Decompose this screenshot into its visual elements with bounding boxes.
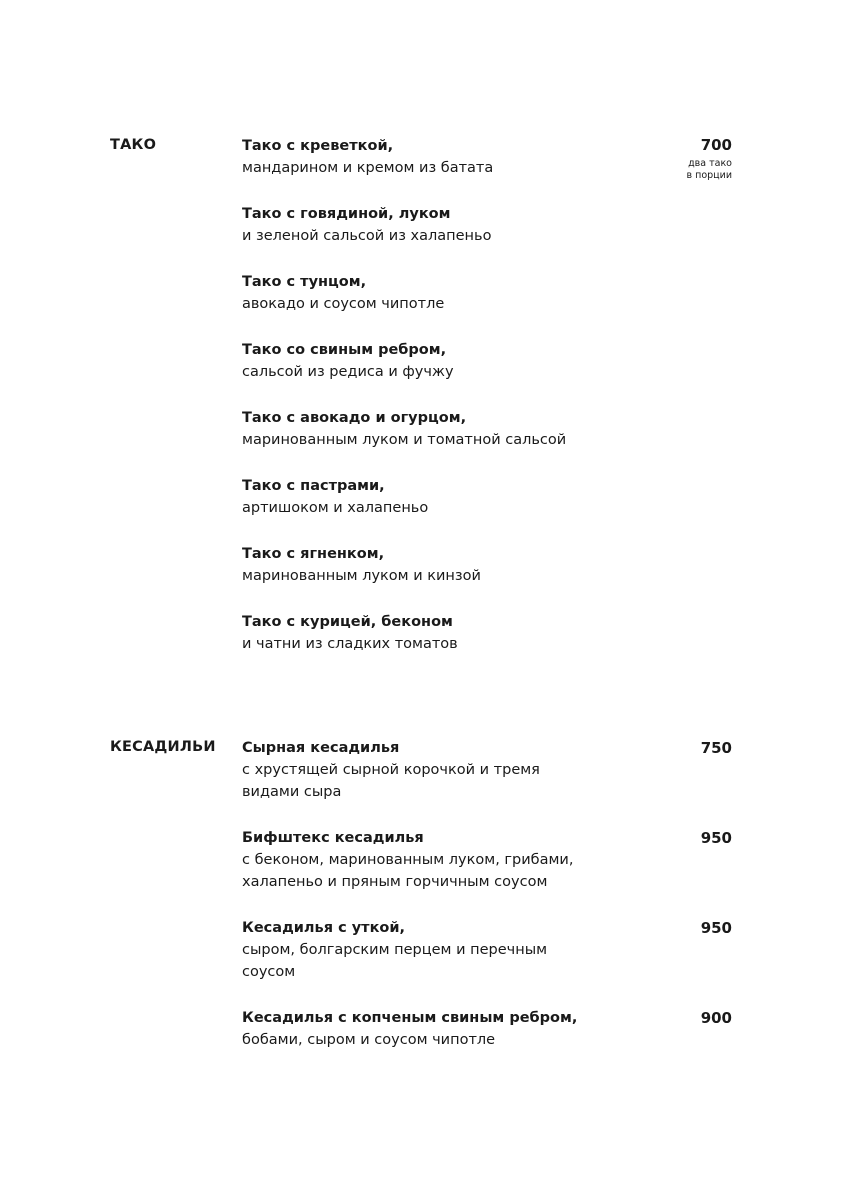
item-name: Кесадилья с копченым свиным ребром, [242,1010,578,1026]
item-description: с хрустящей сырной корочкой и тремя видами сыра [242,762,540,800]
item-name: Сырная кесадилья [242,740,400,756]
menu-item [242,203,662,247]
menu-item [242,611,662,655]
price-taco: 700 [700,136,732,154]
item-price: 900 [700,1009,732,1027]
item-description: сальсой из редиса и фучжу [242,364,454,380]
item-name: Тако с креветкой, [242,138,394,154]
menu-item [242,543,662,587]
menu-item [242,135,662,179]
item-name: Тако с ягненком, [242,546,385,562]
item-price: 950 [700,919,732,937]
item-description: и чатни из сладких томатов [242,636,458,652]
item-description: маринованным луком и кинзой [242,568,481,584]
item-name: Бифштекс кесадилья [242,830,424,846]
menu-item [242,1007,662,1051]
menu-item [242,917,662,983]
item-description: артишоком и халапеньо [242,500,429,516]
item-description: бобами, сыром и соусом чипотле [242,1032,496,1048]
item-name: Тако с пастрами, [242,478,385,494]
menu-item [242,407,662,451]
item-price: 750 [700,739,732,757]
item-name: Тако со свиным ребром, [242,342,447,358]
price-note-taco: два тако в порции [686,158,732,181]
menu-item [242,827,662,893]
section-title-quesadilla: КЕСАДИЛЬИ [110,739,216,755]
menu-item [242,475,662,519]
item-description: и зеленой сальсой из халапеньо [242,228,492,244]
item-name: Тако с курицей, беконом [242,614,453,630]
item-description: авокадо и соусом чипотле [242,296,445,312]
item-name: Тако с авокадо и огурцом, [242,410,467,426]
section-title-taco: ТАКО [110,137,157,153]
item-price: 950 [700,829,732,847]
item-name: Тако с говядиной, луком [242,206,451,222]
item-name: Тако с тунцом, [242,274,367,290]
menu-item [242,271,662,315]
menu-item [242,339,662,383]
item-description: мандарином и кремом из батата [242,160,494,176]
item-name: Кесадилья с уткой, [242,920,406,936]
menu-item [242,737,662,803]
item-description: сыром, болгарским перцем и перечным соусом [242,942,548,980]
item-description: с беконом, маринованным луком, грибами, халапеньо и пряным горчичным соусом [242,852,574,890]
item-description: маринованным луком и томатной сальсой [242,432,567,448]
